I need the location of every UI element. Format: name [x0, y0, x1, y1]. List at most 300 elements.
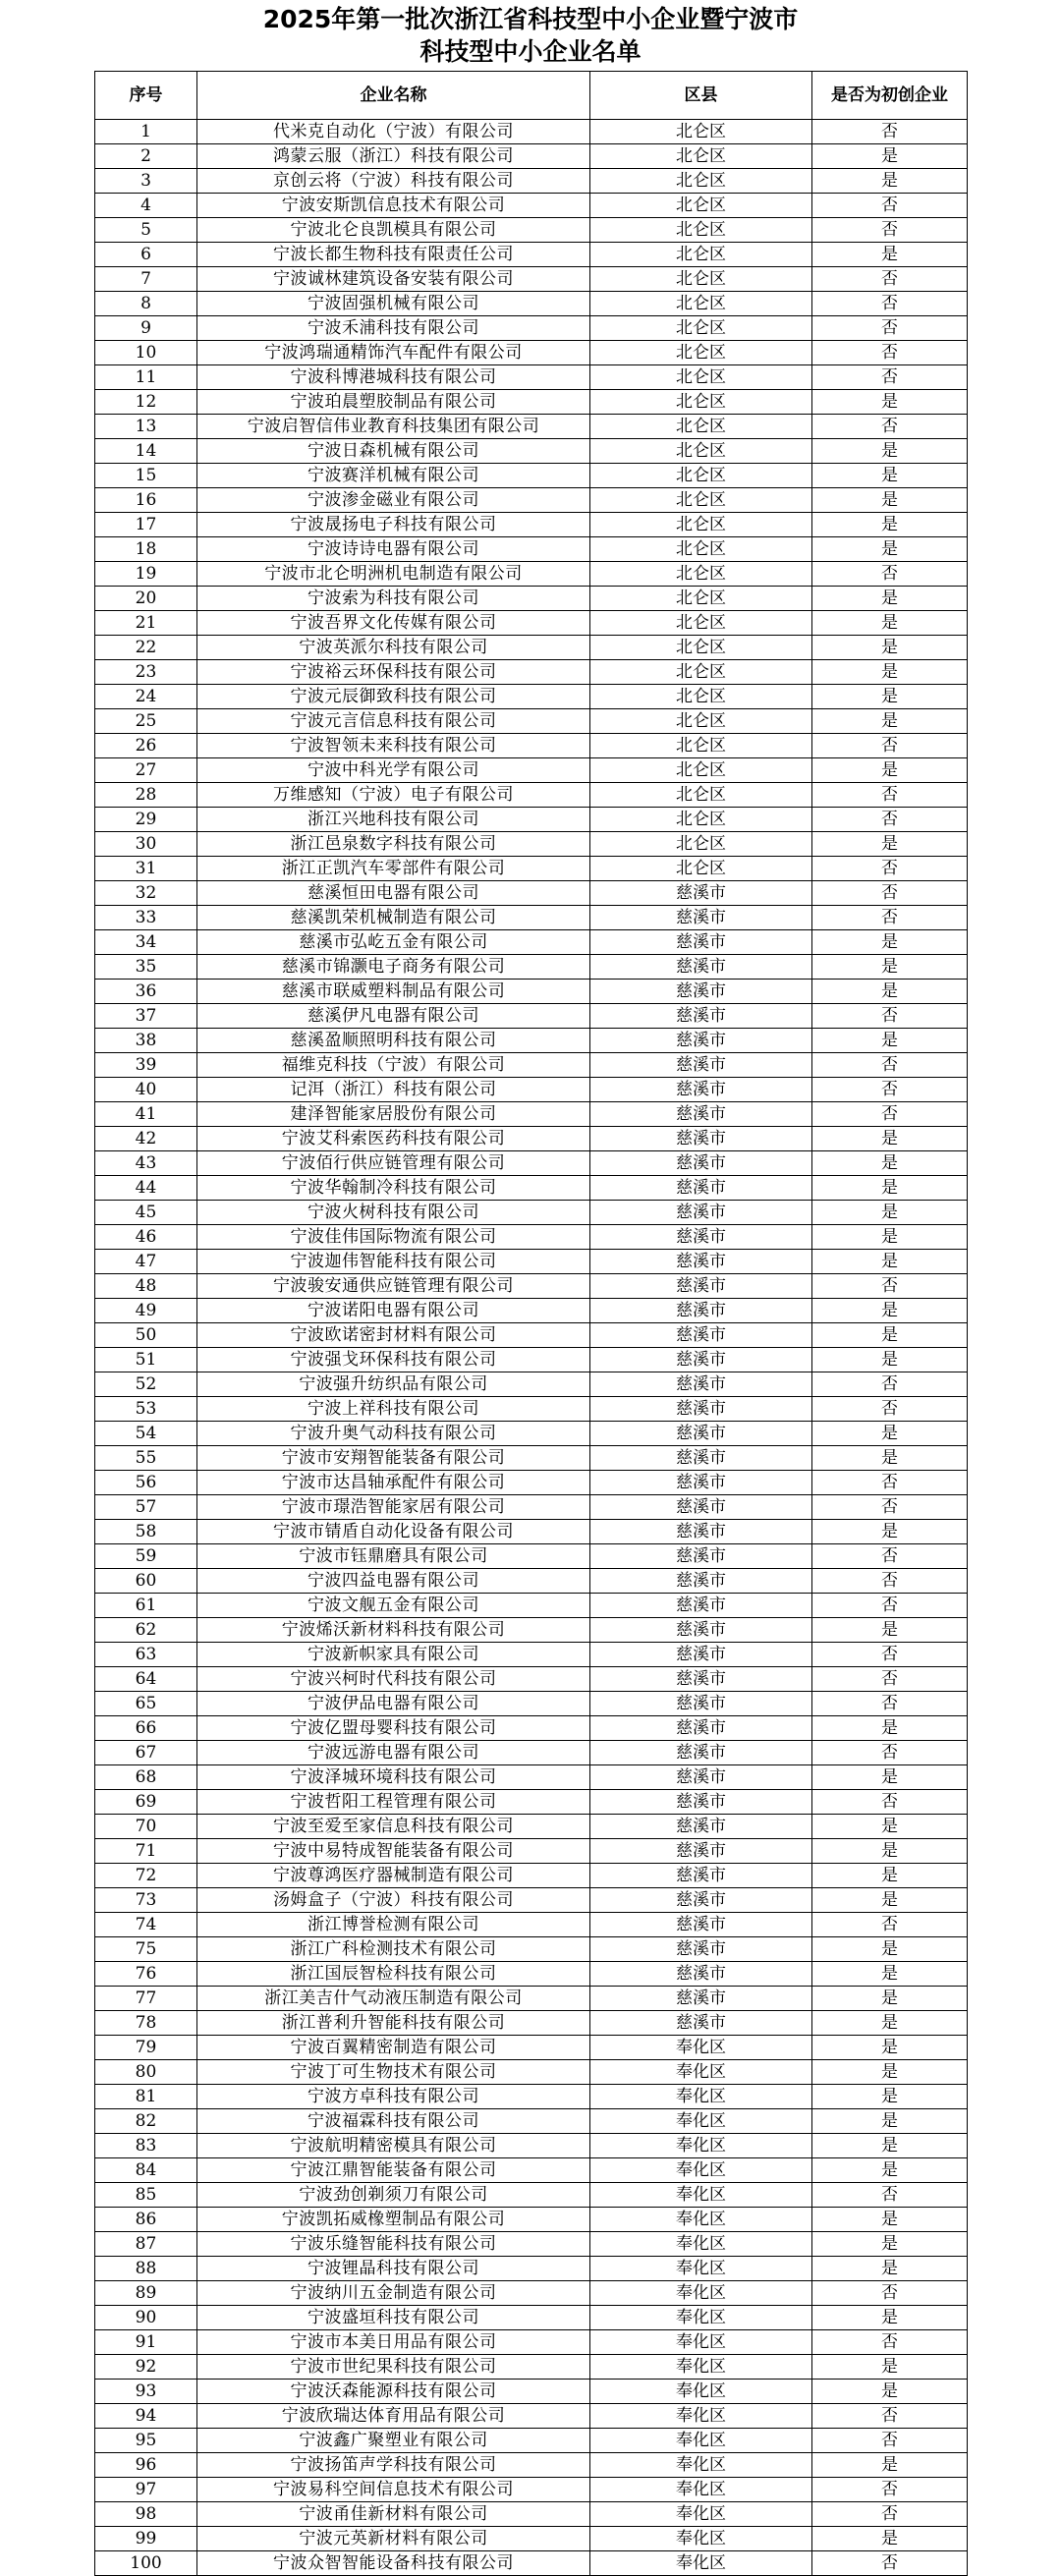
table-row — [95, 587, 968, 611]
startup-flag: 是 — [812, 2453, 968, 2478]
company-name: 慈溪市锦灏电子商务有限公司 — [197, 955, 590, 980]
table-row — [95, 906, 968, 930]
startup-flag: 是 — [812, 930, 968, 955]
table-row — [95, 439, 968, 464]
table-row — [95, 1987, 968, 2011]
district: 慈溪市 — [590, 881, 812, 906]
table-row — [95, 1151, 968, 1176]
district: 慈溪市 — [590, 1102, 812, 1127]
table-row — [95, 1053, 968, 1078]
company-name: 京创云将（宁波）科技有限公司 — [197, 169, 590, 194]
district: 北仑区 — [590, 709, 812, 734]
company-name: 宁波文舰五金有限公司 — [197, 1594, 590, 1618]
district: 慈溪市 — [590, 1888, 812, 1913]
table-row — [95, 2330, 968, 2355]
table-row — [95, 1225, 968, 1250]
row-index: 8 — [95, 292, 197, 316]
startup-flag: 否 — [812, 2404, 968, 2429]
row-index: 24 — [95, 685, 197, 709]
district: 慈溪市 — [590, 1348, 812, 1372]
company-name: 浙江正凯汽车零部件有限公司 — [197, 857, 590, 881]
district: 北仑区 — [590, 832, 812, 857]
startup-flag: 否 — [812, 1053, 968, 1078]
table-body — [95, 120, 968, 2576]
row-index: 30 — [95, 832, 197, 857]
table-row — [95, 1078, 968, 1102]
table-row — [95, 2502, 968, 2527]
row-index: 58 — [95, 1520, 197, 1544]
startup-flag: 是 — [812, 2011, 968, 2036]
district: 北仑区 — [590, 292, 812, 316]
table-row — [95, 709, 968, 734]
startup-flag: 是 — [812, 1348, 968, 1372]
company-name: 宁波甬佳新材料有限公司 — [197, 2502, 590, 2527]
table-row — [95, 2257, 968, 2281]
startup-flag: 是 — [812, 2085, 968, 2109]
table-row — [95, 292, 968, 316]
company-name: 宁波四益电器有限公司 — [197, 1569, 590, 1594]
startup-flag: 否 — [812, 1004, 968, 1029]
district: 慈溪市 — [590, 1962, 812, 1987]
company-name: 宁波吾界文化传媒有限公司 — [197, 611, 590, 636]
row-index: 76 — [95, 1962, 197, 1987]
company-name: 宁波固强机械有限公司 — [197, 292, 590, 316]
startup-flag: 否 — [812, 562, 968, 587]
district: 奉化区 — [590, 2527, 812, 2551]
startup-flag: 否 — [812, 316, 968, 341]
company-name: 宁波迦伟智能科技有限公司 — [197, 1250, 590, 1274]
row-index: 6 — [95, 243, 197, 267]
startup-flag: 是 — [812, 1422, 968, 1446]
startup-flag: 是 — [812, 1446, 968, 1471]
district: 慈溪市 — [590, 1127, 812, 1151]
table-row — [95, 2109, 968, 2134]
startup-flag: 否 — [812, 1078, 968, 1102]
table-row — [95, 415, 968, 439]
row-index: 87 — [95, 2232, 197, 2257]
table-row — [95, 1618, 968, 1643]
row-index: 42 — [95, 1127, 197, 1151]
district: 慈溪市 — [590, 2011, 812, 2036]
district: 北仑区 — [590, 365, 812, 390]
row-index: 43 — [95, 1151, 197, 1176]
row-index: 9 — [95, 316, 197, 341]
row-index: 35 — [95, 955, 197, 980]
row-index: 28 — [95, 783, 197, 808]
row-index: 36 — [95, 980, 197, 1004]
table-row — [95, 1815, 968, 1839]
table-row — [95, 2404, 968, 2429]
row-index: 84 — [95, 2158, 197, 2183]
company-name: 宁波劲创剃须刀有限公司 — [197, 2183, 590, 2208]
row-index: 94 — [95, 2404, 197, 2429]
startup-flag: 是 — [812, 611, 968, 636]
startup-flag: 是 — [812, 1888, 968, 1913]
district: 北仑区 — [590, 587, 812, 611]
table-row — [95, 1594, 968, 1618]
district: 慈溪市 — [590, 1446, 812, 1471]
district: 慈溪市 — [590, 1471, 812, 1495]
row-index: 74 — [95, 1913, 197, 1937]
startup-flag: 是 — [812, 1250, 968, 1274]
startup-flag: 是 — [812, 1299, 968, 1323]
company-name: 宁波易科空间信息技术有限公司 — [197, 2478, 590, 2502]
district: 北仑区 — [590, 194, 812, 218]
row-index: 66 — [95, 1716, 197, 1741]
district: 慈溪市 — [590, 980, 812, 1004]
district: 北仑区 — [590, 611, 812, 636]
district: 北仑区 — [590, 341, 812, 365]
district: 北仑区 — [590, 513, 812, 537]
district: 奉化区 — [590, 2429, 812, 2453]
row-index: 44 — [95, 1176, 197, 1201]
district: 慈溪市 — [590, 1716, 812, 1741]
table-row — [95, 685, 968, 709]
table-row — [95, 120, 968, 144]
row-index: 32 — [95, 881, 197, 906]
district: 慈溪市 — [590, 1250, 812, 1274]
company-name: 宁波航明精密模具有限公司 — [197, 2134, 590, 2158]
table-row — [95, 2478, 968, 2502]
table-row — [95, 218, 968, 243]
district: 慈溪市 — [590, 1937, 812, 1962]
row-index: 54 — [95, 1422, 197, 1446]
startup-flag: 是 — [812, 2306, 968, 2330]
table-row — [95, 144, 968, 169]
startup-flag: 否 — [812, 1102, 968, 1127]
company-name: 宁波强戈环保科技有限公司 — [197, 1348, 590, 1372]
company-name: 宁波长都生物科技有限责任公司 — [197, 243, 590, 267]
startup-flag: 是 — [812, 1029, 968, 1053]
company-name: 宁波元言信息科技有限公司 — [197, 709, 590, 734]
company-name: 宁波乐缝智能科技有限公司 — [197, 2232, 590, 2257]
startup-flag: 是 — [812, 1716, 968, 1741]
company-name: 宁波沃森能源科技有限公司 — [197, 2380, 590, 2404]
company-name: 宁波市世纪果科技有限公司 — [197, 2355, 590, 2380]
table-row — [95, 1765, 968, 1790]
district: 北仑区 — [590, 267, 812, 292]
row-index: 26 — [95, 734, 197, 758]
row-index: 33 — [95, 906, 197, 930]
startup-flag: 否 — [812, 1397, 968, 1422]
district: 慈溪市 — [590, 1667, 812, 1692]
company-name: 宁波渗金磁业有限公司 — [197, 488, 590, 513]
company-name: 慈溪凯荣机械制造有限公司 — [197, 906, 590, 930]
startup-flag: 否 — [812, 292, 968, 316]
district: 奉化区 — [590, 2036, 812, 2060]
table-row — [95, 1962, 968, 1987]
row-index: 17 — [95, 513, 197, 537]
district: 慈溪市 — [590, 1029, 812, 1053]
startup-flag: 否 — [812, 734, 968, 758]
district: 北仑区 — [590, 144, 812, 169]
row-index: 62 — [95, 1618, 197, 1643]
table-row — [95, 1372, 968, 1397]
company-name: 宁波欧诺密封材料有限公司 — [197, 1323, 590, 1348]
startup-flag: 否 — [812, 1274, 968, 1299]
row-index: 95 — [95, 2429, 197, 2453]
company-name: 宁波火树科技有限公司 — [197, 1201, 590, 1225]
startup-flag: 否 — [812, 1667, 968, 1692]
district: 北仑区 — [590, 439, 812, 464]
table-row — [95, 1913, 968, 1937]
table-row — [95, 1741, 968, 1765]
company-name: 宁波丁可生物技术有限公司 — [197, 2060, 590, 2085]
company-name: 宁波科博港城科技有限公司 — [197, 365, 590, 390]
row-index: 20 — [95, 587, 197, 611]
startup-flag: 是 — [812, 955, 968, 980]
row-index: 56 — [95, 1471, 197, 1495]
company-name: 浙江国辰智检科技有限公司 — [197, 1962, 590, 1987]
table-row — [95, 636, 968, 660]
row-index: 50 — [95, 1323, 197, 1348]
table-row — [95, 660, 968, 685]
startup-flag: 是 — [812, 1815, 968, 1839]
district: 奉化区 — [590, 2281, 812, 2306]
row-index: 4 — [95, 194, 197, 218]
company-name: 宁波索为科技有限公司 — [197, 587, 590, 611]
table-row — [95, 1790, 968, 1815]
startup-flag: 否 — [812, 2183, 968, 2208]
startup-flag: 是 — [812, 1937, 968, 1962]
company-name: 宁波泽城环境科技有限公司 — [197, 1765, 590, 1790]
startup-flag: 否 — [812, 881, 968, 906]
table-row — [95, 1274, 968, 1299]
company-name: 宁波新帜家具有限公司 — [197, 1643, 590, 1667]
startup-flag: 是 — [812, 832, 968, 857]
company-name: 宁波扬笛声学科技有限公司 — [197, 2453, 590, 2478]
row-index: 53 — [95, 1397, 197, 1422]
company-name: 宁波市北仑明洲机电制造有限公司 — [197, 562, 590, 587]
row-index: 31 — [95, 857, 197, 881]
table-row — [95, 2306, 968, 2330]
startup-flag: 否 — [812, 415, 968, 439]
table-row — [95, 881, 968, 906]
company-name: 宁波江鼎智能装备有限公司 — [197, 2158, 590, 2183]
company-name: 慈溪伊凡电器有限公司 — [197, 1004, 590, 1029]
company-name: 宁波远游电器有限公司 — [197, 1741, 590, 1765]
row-index: 52 — [95, 1372, 197, 1397]
company-name: 宁波安斯凯信息技术有限公司 — [197, 194, 590, 218]
company-name: 宁波上祥科技有限公司 — [197, 1397, 590, 1422]
startup-flag: 否 — [812, 2502, 968, 2527]
company-name: 浙江普利升智能科技有限公司 — [197, 2011, 590, 2036]
table-row — [95, 513, 968, 537]
company-name: 浙江广科检测技术有限公司 — [197, 1937, 590, 1962]
company-name: 宁波诺阳电器有限公司 — [197, 1299, 590, 1323]
startup-flag: 否 — [812, 341, 968, 365]
row-index: 29 — [95, 808, 197, 832]
company-name: 宁波中科光学有限公司 — [197, 758, 590, 783]
table-row — [95, 1839, 968, 1864]
company-name: 宁波诗诗电器有限公司 — [197, 537, 590, 562]
startup-flag: 是 — [812, 1962, 968, 1987]
row-index: 41 — [95, 1102, 197, 1127]
row-index: 27 — [95, 758, 197, 783]
district: 奉化区 — [590, 2085, 812, 2109]
row-index: 85 — [95, 2183, 197, 2208]
company-name: 浙江邑泉数字科技有限公司 — [197, 832, 590, 857]
startup-flag: 否 — [812, 2281, 968, 2306]
row-index: 60 — [95, 1569, 197, 1594]
company-name: 宁波中易特成智能装备有限公司 — [197, 1839, 590, 1864]
district: 慈溪市 — [590, 1176, 812, 1201]
district: 慈溪市 — [590, 1299, 812, 1323]
row-index: 10 — [95, 341, 197, 365]
startup-flag: 是 — [812, 2208, 968, 2232]
table-row — [95, 1422, 968, 1446]
startup-flag: 是 — [812, 2036, 968, 2060]
row-index: 65 — [95, 1692, 197, 1716]
company-name: 宁波智领未来科技有限公司 — [197, 734, 590, 758]
startup-flag: 是 — [812, 2527, 968, 2551]
row-index: 99 — [95, 2527, 197, 2551]
table-row — [95, 1692, 968, 1716]
table-row — [95, 243, 968, 267]
startup-flag: 是 — [812, 390, 968, 415]
row-index: 21 — [95, 611, 197, 636]
table-row — [95, 758, 968, 783]
company-name: 宁波元辰御致科技有限公司 — [197, 685, 590, 709]
district: 慈溪市 — [590, 1864, 812, 1888]
row-index: 77 — [95, 1987, 197, 2011]
startup-flag: 是 — [812, 1765, 968, 1790]
row-index: 88 — [95, 2257, 197, 2281]
row-index: 91 — [95, 2330, 197, 2355]
company-name: 宁波鸿瑞通精饰汽车配件有限公司 — [197, 341, 590, 365]
company-name: 宁波方卓科技有限公司 — [197, 2085, 590, 2109]
row-index: 38 — [95, 1029, 197, 1053]
table-row — [95, 2453, 968, 2478]
table-row — [95, 808, 968, 832]
table-row — [95, 2380, 968, 2404]
row-index: 12 — [95, 390, 197, 415]
startup-flag: 否 — [812, 2478, 968, 2502]
header-index: 序号 — [95, 72, 197, 120]
startup-flag: 是 — [812, 537, 968, 562]
district: 北仑区 — [590, 390, 812, 415]
company-name: 宁波北仑良凯模具有限公司 — [197, 218, 590, 243]
table-row — [95, 611, 968, 636]
table-row — [95, 2281, 968, 2306]
table-row — [95, 1397, 968, 1422]
row-index: 40 — [95, 1078, 197, 1102]
company-list-table-container — [94, 71, 967, 2576]
company-name: 代米克自动化（宁波）有限公司 — [197, 120, 590, 144]
company-name: 宁波晟扬电子科技有限公司 — [197, 513, 590, 537]
table-row — [95, 1667, 968, 1692]
company-name: 宁波骏安通供应链管理有限公司 — [197, 1274, 590, 1299]
company-name: 宁波兴柯时代科技有限公司 — [197, 1667, 590, 1692]
startup-flag: 是 — [812, 660, 968, 685]
table-row — [95, 2429, 968, 2453]
table-row — [95, 2208, 968, 2232]
company-name: 宁波锂晶科技有限公司 — [197, 2257, 590, 2281]
row-index: 57 — [95, 1495, 197, 1520]
company-name: 慈溪盈顺照明科技有限公司 — [197, 1029, 590, 1053]
startup-flag: 否 — [812, 120, 968, 144]
district: 慈溪市 — [590, 1790, 812, 1815]
district: 北仑区 — [590, 120, 812, 144]
table-row — [95, 2355, 968, 2380]
table-row — [95, 2527, 968, 2551]
row-index: 13 — [95, 415, 197, 439]
district: 慈溪市 — [590, 1765, 812, 1790]
district: 奉化区 — [590, 2208, 812, 2232]
row-index: 1 — [95, 120, 197, 144]
startup-flag: 是 — [812, 1864, 968, 1888]
table-row — [95, 390, 968, 415]
startup-flag: 否 — [812, 1372, 968, 1397]
district: 慈溪市 — [590, 1544, 812, 1569]
company-name: 鸿蒙云服（浙江）科技有限公司 — [197, 144, 590, 169]
startup-flag: 是 — [812, 1520, 968, 1544]
row-index: 100 — [95, 2551, 197, 2576]
district: 奉化区 — [590, 2355, 812, 2380]
company-name: 宁波市锖盾自动化设备有限公司 — [197, 1520, 590, 1544]
title-line-1: 2025年第一批次浙江省科技型中小企业暨宁波市 — [262, 5, 799, 33]
district: 奉化区 — [590, 2257, 812, 2281]
district: 慈溪市 — [590, 1643, 812, 1667]
row-index: 71 — [95, 1839, 197, 1864]
district: 慈溪市 — [590, 1569, 812, 1594]
company-name: 万维感知（宁波）电子有限公司 — [197, 783, 590, 808]
district: 奉化区 — [590, 2158, 812, 2183]
startup-flag: 是 — [812, 2257, 968, 2281]
company-name: 宁波升奥气动科技有限公司 — [197, 1422, 590, 1446]
company-name: 慈溪恒田电器有限公司 — [197, 881, 590, 906]
company-name: 宁波市达昌轴承配件有限公司 — [197, 1471, 590, 1495]
table-row — [95, 1520, 968, 1544]
table-header — [95, 72, 968, 120]
startup-flag: 否 — [812, 1544, 968, 1569]
row-index: 5 — [95, 218, 197, 243]
company-name: 宁波凯拓威橡塑制品有限公司 — [197, 2208, 590, 2232]
row-index: 7 — [95, 267, 197, 292]
row-index: 92 — [95, 2355, 197, 2380]
row-index: 73 — [95, 1888, 197, 1913]
startup-flag: 是 — [812, 1151, 968, 1176]
table-row — [95, 1004, 968, 1029]
row-index: 96 — [95, 2453, 197, 2478]
table-row — [95, 1888, 968, 1913]
company-name: 宁波亿盟母婴科技有限公司 — [197, 1716, 590, 1741]
company-name: 浙江博誉检测有限公司 — [197, 1913, 590, 1937]
table-row — [95, 1029, 968, 1053]
company-name: 宁波众智智能设备科技有限公司 — [197, 2551, 590, 2576]
district: 慈溪市 — [590, 1618, 812, 1643]
startup-flag: 是 — [812, 709, 968, 734]
district: 北仑区 — [590, 243, 812, 267]
company-name: 宁波哲阳工程管理有限公司 — [197, 1790, 590, 1815]
district: 奉化区 — [590, 2060, 812, 2085]
table-row — [95, 1495, 968, 1520]
row-index: 15 — [95, 464, 197, 488]
table-row — [95, 1250, 968, 1274]
company-name: 宁波至爱至家信息科技有限公司 — [197, 1815, 590, 1839]
district: 奉化区 — [590, 2306, 812, 2330]
district: 北仑区 — [590, 758, 812, 783]
table-row — [95, 980, 968, 1004]
startup-flag: 否 — [812, 1643, 968, 1667]
district: 北仑区 — [590, 488, 812, 513]
table-row — [95, 1323, 968, 1348]
header-startup-flag: 是否为初创企业 — [812, 72, 968, 120]
startup-flag: 否 — [812, 1594, 968, 1618]
startup-flag: 否 — [812, 808, 968, 832]
row-index: 23 — [95, 660, 197, 685]
district: 慈溪市 — [590, 955, 812, 980]
